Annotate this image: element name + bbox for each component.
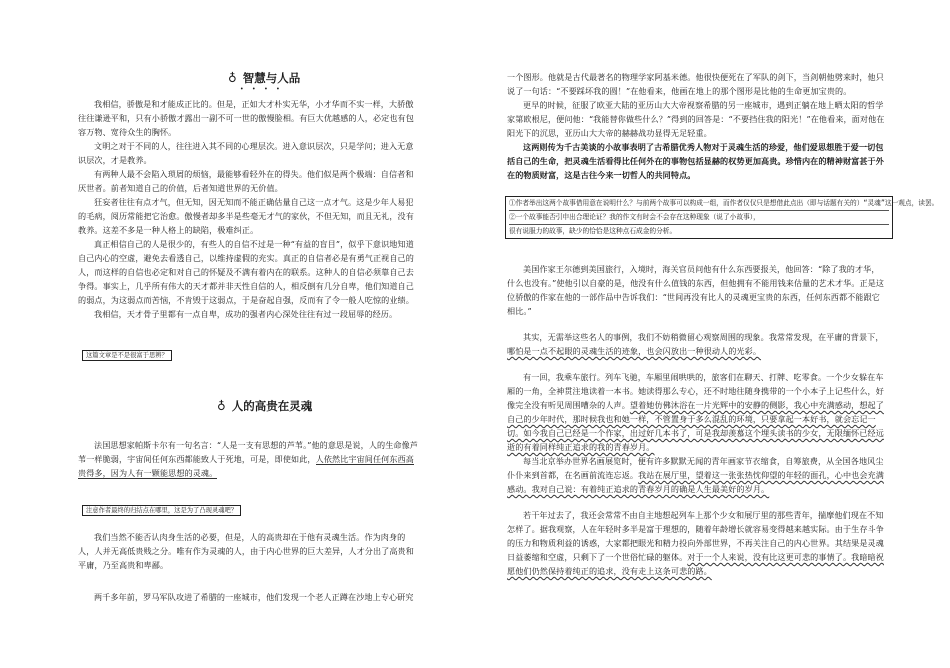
underlined-sentence: 对于一个人来说，没有比这更可悲的事情了。我暗暗祝愿他们仍然保持着纯正的追求，没有走上这条可悲的路。 (507, 552, 884, 576)
underlined-sentence: 我站在展厅里，望着这一张张热忱仰望的年轻的面孔，心中也会充满感动。我对自己说：有着纯正追求的青春岁月的确是人生最美好的岁月。 (507, 470, 884, 494)
paragraph: 若干年过去了，我还会常常不由自主地想起列车上那个少女和展厅里的那些青年，揣摩他们现在不知怎样了。据我观察，人在年轻时多半是富于理想的，随着年龄增长就容易变得越来越实际。由于生存斗争的压力和物质利益的诱惑，大家都把眼光和精力投向外部世界，不再关注自己的内心世界。其结果是灵魂日益萎缩和空虚，只剩下了一个世俗忙碌的躯体。对于一个人来说，没有比这更可悲的事情了。我暗暗祝愿他们仍然保持着纯正的追求，没有走上这条可悲的路。 (507, 510, 884, 576)
section-title-wisdom: ♁ 智慧与人品 (228, 71, 301, 85)
paragraph: 每当北京举办世界名画展览时，便有许多默默无闻的青年画家节衣缩食，自筹旅费，从全国各地风尘仆仆来到首都，在名画前流连忘返。我站在展厅里，望着这一张张热忱仰望的年轻的面孔，心中也会充满感动。我对自己说：有着纯正追求的青春岁月的确是人生最美好的岁月。 (507, 456, 884, 494)
paragraph: 我相信，天才骨子里都有一点自卑，成功的强者内心深处往往有过一段屈辱的经历。 (94, 309, 398, 319)
underlined-sentence: 哪怕是一点不起眼的灵魂生活的迹象，也会闪放出一种很动人的光彩。 (507, 346, 762, 356)
section2-body (78, 530, 418, 604)
paragraph: 有两种人最不会陷入琐屑的烦恼，最能够看轻外在的得失。他们似是两个极端：自信者和厌世者。前者知道自己的价值，后者知道世界的无价值。 (78, 169, 414, 193)
paragraph: 其实，无需举这些名人的事例，我们不妨稍微留心观察周围的现象。我常常发现，在平庸的背景下，哪怕是一点不起眼的灵魂生活的迹象，也会闪放出一种很动人的光彩。 (507, 332, 884, 356)
paragraph: 一个图形。他就是古代最著名的物理学家阿基米德。他很快便死在了军队的剑下，当剑朝他劈来时，他只说了一句话：“不要踩坏我的圆！”在他看来，他画在地上的那个图形是比他的生命更加宝贵的。 (507, 72, 884, 96)
paragraph: 更早的时候，征服了欧亚大陆的亚历山大大帝视察希腊的另一座城市，遇到正躺在地上晒太阳的哲学家第欧根尼，便问他：“我能替你做些什么？”得到的回答是：“不要挡住我的阳光！”在他看来，面对他在阳光下的沉思，亚历山大大帝的赫赫战功显得无足轻重。 (507, 100, 885, 138)
mic-icon: ♁ (228, 71, 237, 85)
right-body-middle (507, 262, 887, 578)
annotation-box (505, 196, 939, 239)
paragraph: 法国思想家帕斯卡尔有一句名言：“人是一支有思想的芦苇。”他的意思是说，人的生命像芦苇一样脆弱，宇宙间任何东西都能致人于死地，可是，即使如此，人依然比宇宙间任何东西高贵得多，因为人有一颗能思想的灵魂。 (78, 440, 418, 478)
paragraph: 有一回，我乘车旅行。列车飞驰，车厢里闹哄哄的，旅客们在聊天、打牌、吃零食。一个少女躲在车厢的一角，全神贯注地读着一本书。她读得那么专心，还不时地往随身携带的一个小本子上记些什么，好像完全没有听见周围嘈杂的人声。望着她仿佛沐浴在一片光辉中的安静的侧影，我心中充满感动，想起了自己的少年时代，那时候我也和她一样，不管置身于多么混乱的环境，只要拿起一本好书，就会忘记一切。如今我自己已经是一个作家，出过好几本书了，可是我却羡慕这个埋头读书的少女，无限缅怀已经远逝的有着同样纯正追求的我的青春岁月。 (507, 372, 884, 452)
reader-question-box: 注意作者最终的归结点在哪里，这是为了凸现灵魂吧？ (82, 505, 241, 516)
annotation-line: 很有说服力的故事，缺少的恰恰是这种点石成金的分析。 (509, 227, 677, 235)
section-title-soul: ♁ 人的高贵在灵魂 (217, 399, 313, 413)
paragraph: 我相信，骄傲是和才能成正比的。但是，正如大才朴实无华，小才华而不实一样，大骄傲往往谦逊平和，只有小骄傲才露出一副不可一世的傲慢脸相。有巨大优越感的人，必定也有包容万物、宽待众生的胸怀。 (78, 99, 414, 137)
annotation-line: ②一个故事能否引申出合理论证？我的作文有时会不会存在这种现象（说了小故事）， (509, 211, 889, 225)
paragraph: 真正相信自己的人是很少的，有些人的自信不过是一种“有益的盲目”，似乎下意识地知道自己内心的空虚，避免去看透自己，以维持虚假的充实。真正的自信者必是有勇气正视自己的人，而这样的自信也必定和对自己的怀疑及不满有着内在的联系。这种人的自信必须靠自己去争得。事实上，几乎所有伟大的天才都并非天性自信的人，相反倒有几分自卑，他们知道自己的弱点，为这弱点而苦恼，不肯毁于这弱点，于是奋起自强，反而有了令一般人吃惊的业绩。 (78, 239, 414, 305)
paragraph: 我们当然不能否认肉身生活的必要，但是，人的高贵却在于他有灵魂生活。作为肉身的人，人并无高低贵贱之分。唯有作为灵魂的人，由于内心世界的巨大差异，人才分出了高贵和平庸，乃至高贵和卑鄙。 (78, 532, 414, 570)
paragraph: 狂妄者往往有点才气，但无知，因无知而不能正确估量自己这一点才气。这是少年人易犯的毛病，阅历常能把它治愈。傲慢者却多半是些毫无才气的家伙，不但无知，而且无礼，没有教养。这差不多是一种人格上的缺陷，极难纠正。 (78, 197, 414, 235)
reader-question-box: 这篇文章是不是很富于思辨？ (82, 350, 172, 361)
underlined-sentence: 望着她仿佛沐浴在一片光辉中的安静的侧影，我心中充满感动，想起了自己的少年时代，那时候我也和她一样，不管置身于多么混乱的环境，只要拿起一本好书，就会忘记一切。如今我自己已经是一个作家，出过好几本书了，可是我却羡慕这个埋头读书的少女，无限缅怀已经远逝的有着同样纯正追求的我的青春岁月。 (507, 400, 884, 452)
paragraph: 文明之对于不同的人，往往进入其不同的心理层次。进入意识层次，只是学问；进入无意识层次，才是教养。 (78, 141, 414, 165)
section1-body (78, 97, 418, 321)
section2-intro (78, 438, 418, 480)
mic-icon: ♁ (217, 399, 226, 413)
paragraph: 美国作家王尔德到美国旅行，入境时，海关官员问他有什么东西要报关，他回答：“除了我的才华，什么也没有。”使他引以自豪的是，他没有什么值钱的东西，但他拥有不能用钱来估量的艺术才华。正是这位骄傲的作家在他的一部作品中告诉我们：“世间再没有比人的灵魂更宝贵的东西，任何东西都不能跟它相比。” (507, 264, 885, 316)
emphasis-dots: •••• (240, 86, 289, 93)
underlined-sentence: 人依然比宇宙间任何东西高贵得多，因为人有一颗能思想的灵魂。 (78, 454, 414, 478)
paragraph: 两千多年前，罗马军队攻进了希腊的一座城市，他们发现一个老人正蹲在沙地上专心研究 (94, 592, 414, 602)
annotation-line: ①作者举出这两个故事借用意在说明什么？与前两个故事可以构成一组，而作者仅仅只是想借此点出（即与话题有关的）“灵魂”这一观点，读罢。 (509, 197, 889, 211)
right-body-top (507, 70, 887, 182)
bold-paragraph: 这两则传为千古美谈的小故事表明了古希腊优秀人物对于灵魂生活的珍爱，他们爱思想胜于爱一切包括自己的生命，把灵魂生活看得比任何外在的事物包括显赫的权势更加高贵。珍惜内在的精神财富甚于外在的物质财富，这是古往今来一切哲人的共同特点。 (507, 142, 884, 180)
